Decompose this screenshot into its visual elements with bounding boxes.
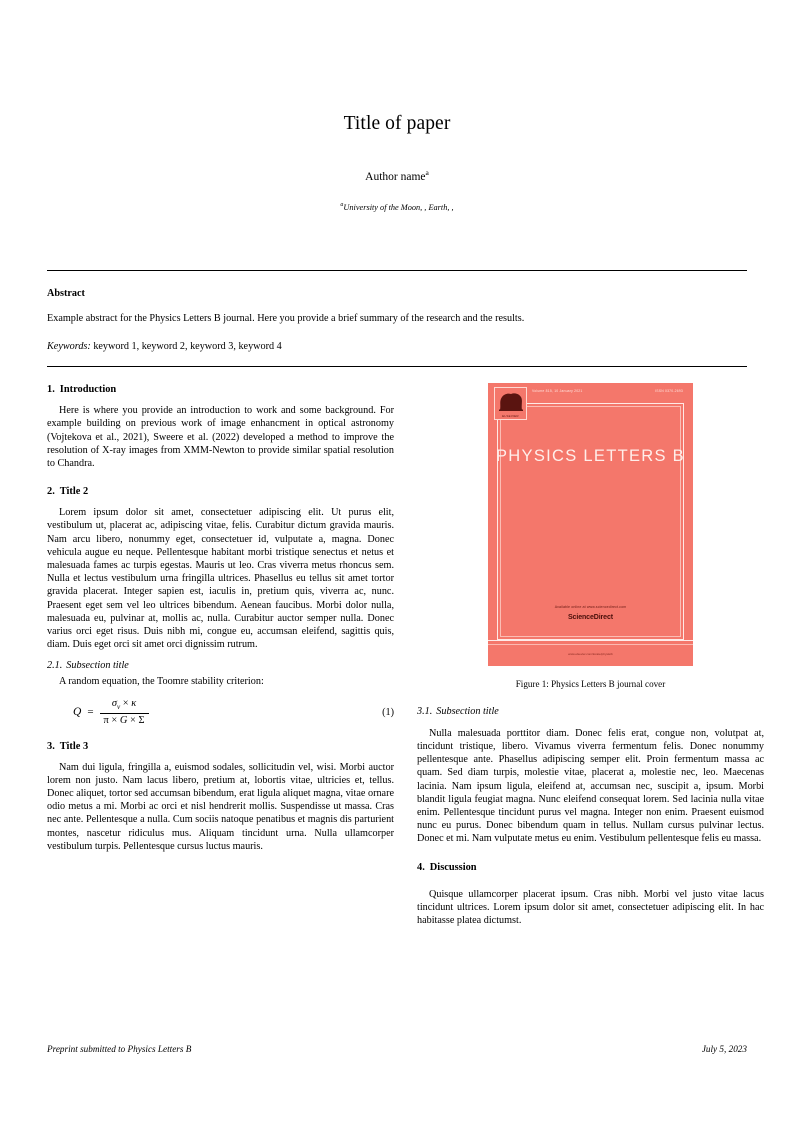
elsevier-wordmark: ELSEVIER — [502, 413, 519, 418]
paragraph-discussion: Quisque ullamcorper placerat ipsum. Cras nibh. Morbi vel justo vitae lacus tincidunt ultrices. Lorem ipsum dolor sit amet, consectetuer adipiscing elit. In hac habitasse platea dictumst. — [417, 888, 764, 927]
footer-right-date: July 5, 2023 — [701, 1044, 747, 1054]
keywords-line — [47, 341, 747, 352]
cover-available-online-text: Available online at www.sciencedirect.com — [554, 605, 627, 610]
sciencedirect-logo: ScienceDirect — [567, 614, 613, 622]
equation-denominator — [100, 714, 149, 726]
section-title: Discussion — [429, 861, 477, 873]
affiliation-line — [0, 202, 794, 212]
section-title: Introduction — [59, 384, 117, 396]
paragraph-title3: Nam dui ligula, fringilla a, euismod sodales, sollicitudin vel, wisi. Morbi auctor lorem non justo. Nam lacus libero, pretium at, lobortis vitae, ultricies et, tellus. Donec aliquet, tortor sed accumsan bibendum, erat ligula aliquet magna, vitae ornare odio metus a mi. Morbi ac orci et nisl hendrerit mollis. Suspendisse ut massa. Cras nec ante. Pellentesque a nulla. Cum sociis natoque penatibus et magnis dis parturient montes, nascetur ridiculus mus. Aliquam tincidunt urna. Nulla ullamcorper vestibulum turpis. Pellentesque cursus luctus mauris. — [47, 761, 394, 852]
equation-numerator — [108, 698, 140, 713]
keywords-label: Keywords: — [47, 341, 91, 353]
abstract-zone — [47, 270, 747, 367]
equation-times-1: × — [122, 698, 129, 710]
cover-stripe-lower — [488, 644, 693, 645]
abstract-rule-bottom — [47, 366, 747, 367]
subsection-number: 2.1. — [47, 660, 63, 672]
author-affiliation-marker: a — [425, 168, 429, 178]
paragraph-title2: Lorem ipsum dolor sit amet, consectetuer adipiscing elit. Ut purus elit, vestibulum ut, placerat ac, adipiscing vitae, felis. Curabitur dictum gravida mauris. Nam arcu libero, nonummy eget, consectetuer id, vulputate a, magna. Donec vehicula augue eu neque. Pellentesque habitant morbi tristique senectus et netus et malesuada fames ac turpis egestas. Mauris ut leo. Cras viverra metus rhoncus sem. Nulla et lectus vestibulum urna fringilla ultrices. Phasellus eu tellus sit amet tortor gravida placerat. Integer sapien est, iaculis in, pretium quis, viverra ac, nunc. Praesent eget sem vel leo ultrices bibendum. Aenean faucibus. Morbi dolor nulla, malesuada eu, pulvinar at, mollis ac, nulla. Curabitur auctor semper nulla. Donec varius orci eget risus. Duis nibh mi, congue eu, accumsan eleifend, sagittis quis, diam. Duis eget orci sit amet orci dignissim rutrum. — [47, 507, 394, 651]
paragraph-subsection-3-1: Nulla malesuada porttitor diam. Donec felis erat, congue non, volutpat at, tincidunt tristique, libero. Vivamus viverra fermentum felis. Donec nonummy pellentesque ante. Phasellus adipiscing semper elit. Proin fermentum massa ac quam. Sed diam turpis, molestie vitae, placerat a, molestie nec, leo. Maecenas lacinia. Nam ipsum ligula, eleifend at, accumsan nec, suscipit a, ipsum. Morbi blandit ligula feugiat magna. Nunc eleifend consequat lorem. Sed lacinia nulla vitae enim. Pellentesque tincidunt purus vel magna. Integer non enim. Praesent euismod nunc eu purus. Donec bibendum quam in tellus. Nullam cursus pulvinar lectus. Donec et mi. Nam vulputate metus eu enim. Vestibulum pellentesque felis eu massa. — [417, 727, 764, 845]
section-heading-title3 — [47, 740, 394, 753]
section-heading-title2 — [47, 485, 394, 498]
section-heading-discussion — [417, 861, 764, 874]
section-number: 1. — [47, 384, 55, 396]
equation-number: (1) — [382, 706, 394, 718]
abstract-rule-top — [47, 270, 747, 271]
equation-times-3: × — [130, 715, 136, 727]
affiliation-marker: a — [340, 202, 344, 209]
section-title: Title 2 — [59, 486, 89, 498]
paragraph-subsection-2-1: A random equation, the Toomre stability criterion: — [59, 676, 264, 688]
subsection-title: Subsection title — [436, 706, 499, 718]
subsection-heading-3-1 — [417, 706, 764, 719]
subsection-heading-2-1 — [47, 660, 394, 673]
equation-lhs: Q — [73, 706, 82, 719]
section-number: 4. — [417, 861, 425, 873]
cover-issn-text: ISSN 0370-2693 — [655, 389, 683, 394]
cover-footer-url: www.elsevier.com/locate/physletb — [568, 652, 613, 657]
subsection-title: Subsection title — [66, 660, 129, 672]
abstract-body: Example abstract for the Physics Letters B journal. Here you provide a brief summary of the research and the results. — [47, 312, 525, 324]
section-heading-introduction — [47, 383, 394, 396]
cover-border-inner — [500, 406, 681, 637]
equation-row — [47, 698, 394, 726]
cover-stripe-upper — [488, 640, 693, 642]
figure-1 — [417, 383, 764, 691]
title-block — [0, 0, 794, 212]
elsevier-tree-icon — [497, 390, 525, 412]
paragraph-introduction: Here is where you provide an introduction to work and some background. For example building on previous work of image enhancment in optical astronomy (Vojtekova et al., 2021), Sweere et al. (2022) developed a method to improve the resolution of X-ray images from XMM-Newton to provide similar spatial resolution to Chandra. — [47, 405, 394, 470]
author-line — [0, 168, 794, 183]
equation-surface-density: Σ — [138, 715, 145, 727]
equation-kappa: κ — [131, 698, 137, 710]
equation-expression — [47, 698, 382, 726]
equation-sigma-subscript: v — [116, 703, 121, 712]
keywords-values: keyword 1, keyword 2, keyword 3, keyword 4 — [93, 341, 282, 353]
subsection-number: 3.1. — [417, 706, 433, 718]
figure-caption: Figure 1: Physics Letters B journal cover — [515, 679, 666, 690]
equation-fraction — [100, 698, 149, 726]
equation-equals: = — [87, 706, 94, 719]
equation-times-2: × — [111, 715, 118, 727]
cover-journal-title: PHYSICS LETTERS B — [496, 447, 685, 466]
affiliation-text: University of the Moon, , Earth, , — [343, 202, 454, 212]
equation-gravitational-constant: G — [119, 715, 128, 727]
left-column — [47, 383, 394, 853]
page-footer — [47, 1044, 747, 1054]
footer-left-text: Preprint submitted to Physics Letters B — [47, 1044, 192, 1054]
abstract-heading: Abstract — [47, 287, 85, 299]
journal-cover-image — [488, 383, 693, 666]
section-title: Title 3 — [59, 740, 89, 752]
page-title: Title of paper — [343, 113, 451, 134]
body-columns — [47, 383, 764, 927]
cover-volume-text: Volume 815, 10 January 2021 — [532, 389, 583, 394]
right-column — [417, 383, 764, 927]
author-name: Author name — [365, 171, 426, 184]
equation-pi: π — [103, 715, 109, 727]
elsevier-logo — [494, 387, 527, 420]
section-number: 2. — [47, 486, 55, 498]
equation-sigma-v: σ — [111, 698, 117, 710]
section-number: 3. — [47, 740, 55, 752]
